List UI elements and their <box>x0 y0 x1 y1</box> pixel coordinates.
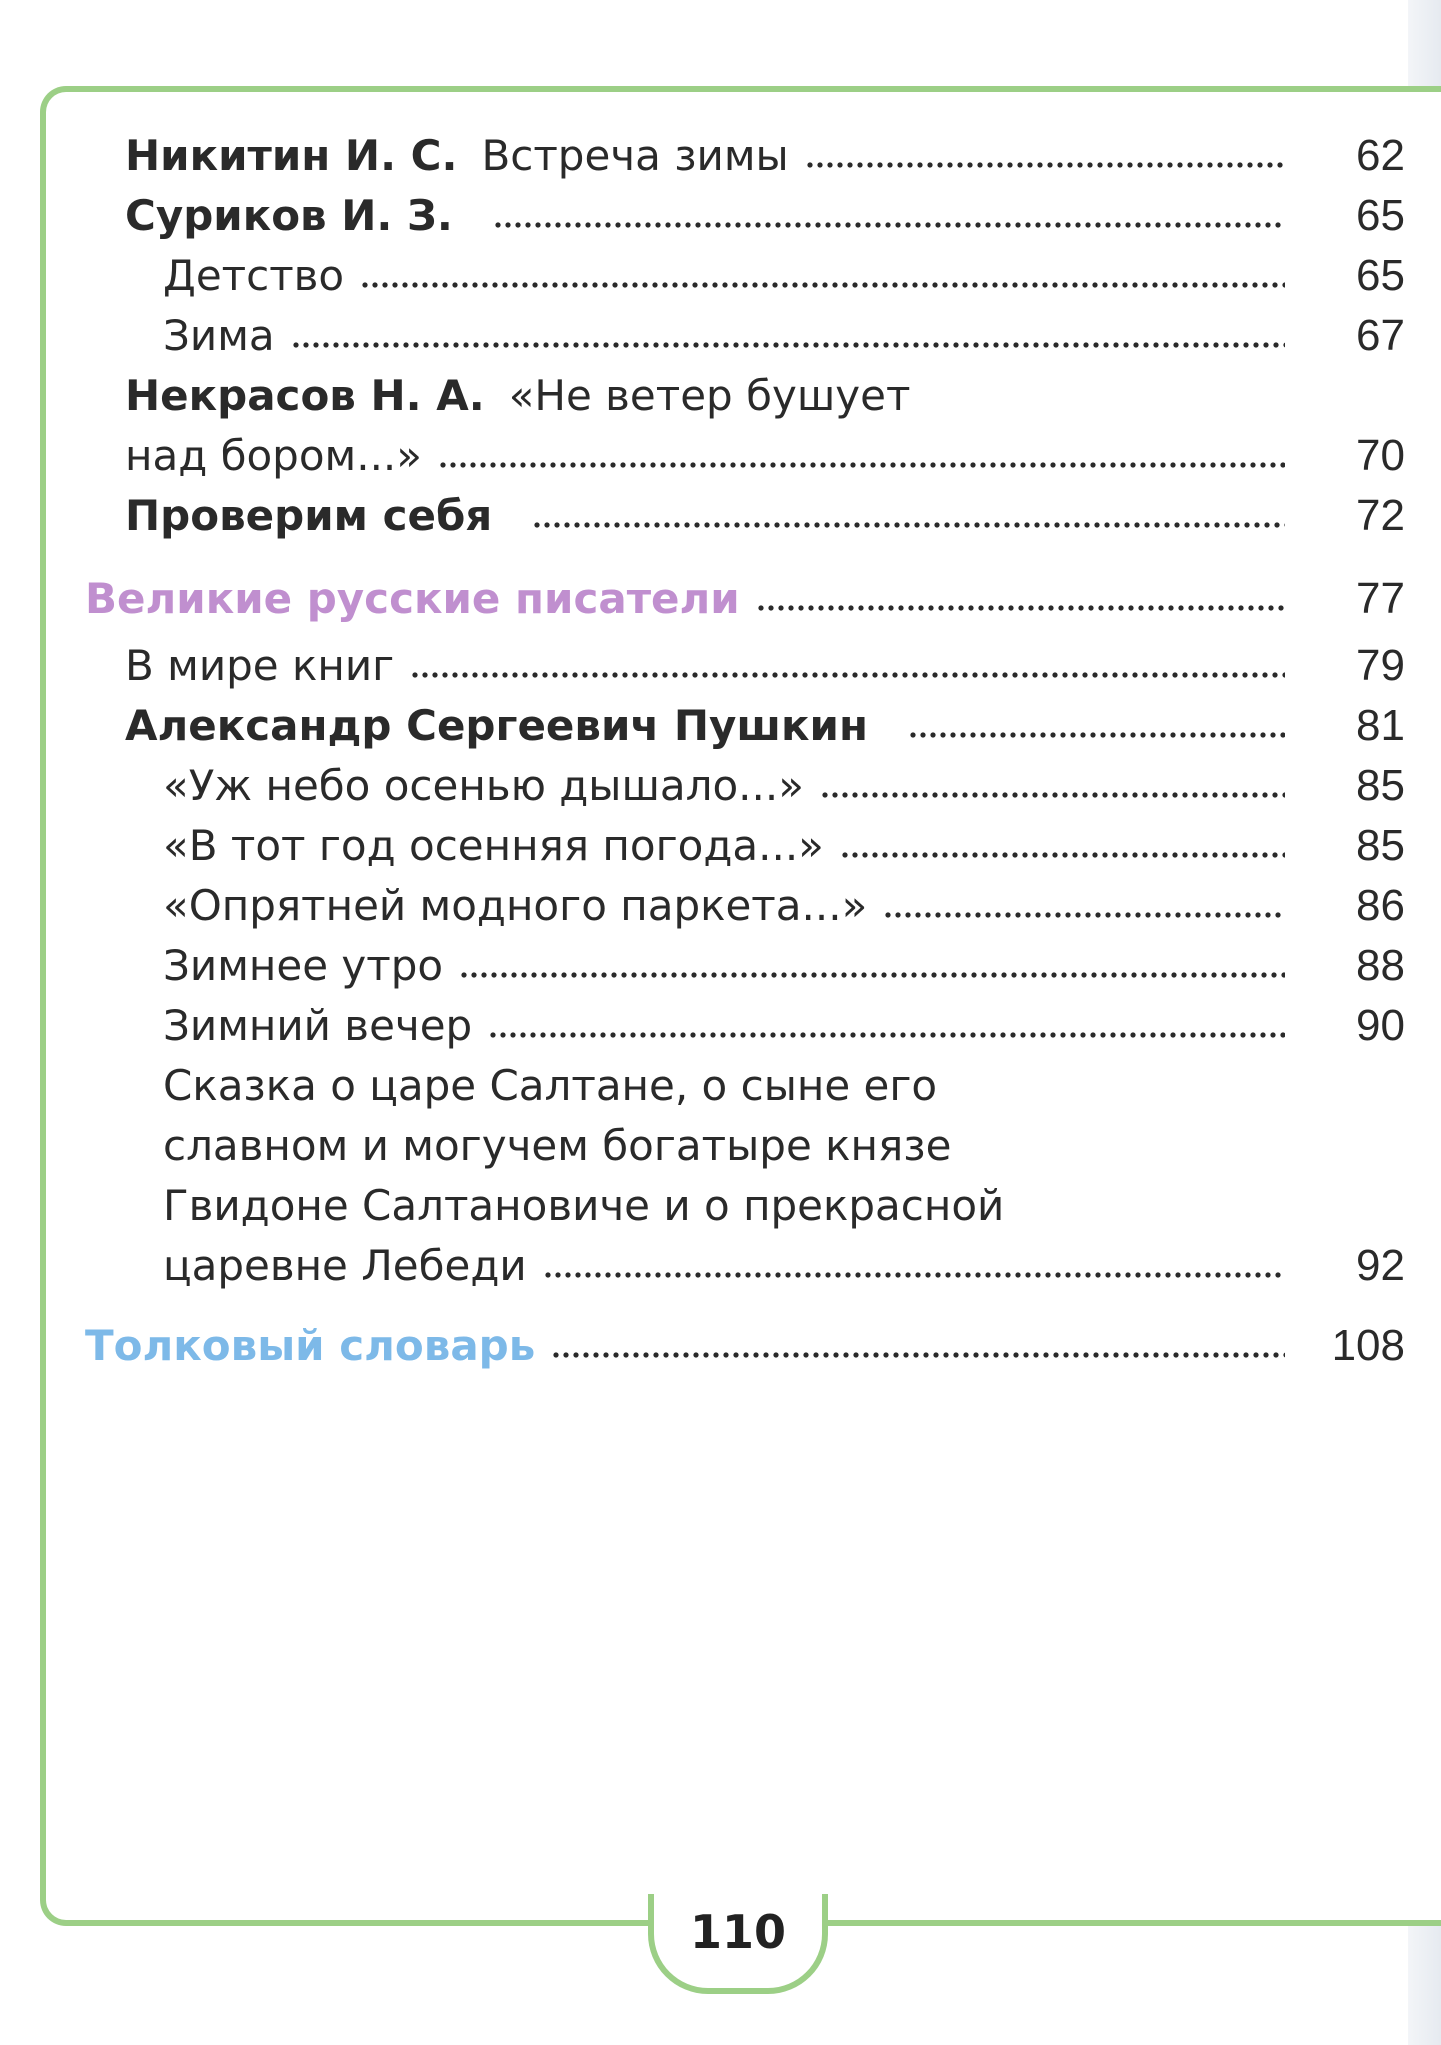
toc-entry[interactable] <box>163 941 1405 991</box>
toc-entry[interactable] <box>125 701 1405 751</box>
dot-leader <box>840 851 1285 859</box>
toc-title: Сказка о царе Салтане, о сыне его <box>163 1061 938 1110</box>
dot-leader <box>820 791 1285 799</box>
toc-entry[interactable] <box>125 371 1405 421</box>
toc-entry[interactable] <box>163 251 1405 301</box>
toc-entry[interactable] <box>163 821 1405 871</box>
dot-leader <box>488 1031 1285 1039</box>
toc-section[interactable] <box>85 1321 1405 1371</box>
toc-title: Зимний вечер <box>163 1001 473 1050</box>
toc-page: 65 <box>1356 191 1405 240</box>
toc-title-bold: Проверим себя <box>125 491 493 540</box>
dot-leader <box>410 671 1285 679</box>
toc-entry[interactable] <box>125 491 1405 541</box>
dot-leader <box>493 221 1285 229</box>
toc-title: «Опрятней модного паркета...» <box>163 881 868 930</box>
toc-title: Зимнее утро <box>163 941 444 990</box>
toc-entry-continuation[interactable] <box>163 1121 1405 1171</box>
toc-page: 67 <box>1356 311 1405 360</box>
toc-title: Детство <box>163 251 345 300</box>
toc-section[interactable] <box>85 574 1405 624</box>
toc-page: 85 <box>1356 821 1405 870</box>
toc-page: 79 <box>1356 641 1405 690</box>
toc-page: 81 <box>1356 701 1405 750</box>
toc-author: Никитин И. С. <box>125 131 458 180</box>
dot-leader <box>360 281 1285 289</box>
page-number: 110 <box>689 1905 787 1959</box>
toc-page: 72 <box>1356 491 1405 540</box>
toc-title: «Уж небо осенью дышало...» <box>163 761 804 810</box>
toc-page: 108 <box>1331 1321 1405 1370</box>
toc-entry-continuation[interactable] <box>125 431 1405 481</box>
toc-entry[interactable] <box>163 1001 1405 1051</box>
toc-title: Встреча зимы <box>481 131 789 180</box>
toc-title: царевне Лебеди <box>163 1241 527 1290</box>
toc-entry[interactable] <box>125 641 1405 691</box>
toc-title: славном и могучем богатыре князе <box>163 1121 952 1170</box>
toc-author: Суриков И. З. <box>125 191 453 240</box>
dot-leader <box>551 1351 1285 1359</box>
toc-entry[interactable] <box>163 761 1405 811</box>
toc-page: 77 <box>1356 574 1405 623</box>
toc-page: 90 <box>1356 1001 1405 1050</box>
dot-leader <box>756 604 1285 612</box>
dot-leader <box>883 911 1285 919</box>
dot-leader <box>543 1271 1285 1279</box>
toc-entry[interactable] <box>163 311 1405 361</box>
section-title: Великие русские писатели <box>85 574 740 623</box>
toc-entry-continuation[interactable] <box>163 1241 1405 1291</box>
toc-title: Зима <box>163 311 275 360</box>
section-title: Толковый словарь <box>85 1321 536 1370</box>
dot-leader <box>291 341 1285 349</box>
toc-title: В мире книг <box>125 641 395 690</box>
dot-leader <box>459 971 1285 979</box>
toc-entry[interactable] <box>163 1061 1405 1111</box>
toc-page: 86 <box>1356 881 1405 930</box>
toc-page: 88 <box>1356 941 1405 990</box>
toc-page: 70 <box>1356 431 1405 480</box>
page-number-badge <box>648 1894 828 1994</box>
toc-page: 62 <box>1356 131 1405 180</box>
toc-title: «Не ветер бушует <box>508 371 911 420</box>
dot-leader <box>908 731 1285 739</box>
toc-title: над бором...» <box>125 431 422 480</box>
toc-page: 65 <box>1356 251 1405 300</box>
dot-leader <box>805 161 1285 169</box>
toc-title: «В тот год осенняя погода...» <box>163 821 824 870</box>
toc-entry[interactable] <box>163 881 1405 931</box>
toc-entry[interactable] <box>125 131 1405 181</box>
dot-leader <box>438 461 1285 469</box>
toc-page: 92 <box>1356 1241 1405 1290</box>
toc-author: Александр Сергеевич Пушкин <box>125 701 868 750</box>
toc-title: Гвидоне Салтановиче и о прекрасной <box>163 1181 1005 1230</box>
toc-author: Некрасов Н. А. <box>125 371 485 420</box>
toc-page: 85 <box>1356 761 1405 810</box>
toc-entry[interactable] <box>125 191 1405 241</box>
dot-leader <box>532 521 1285 529</box>
toc-entry-continuation[interactable] <box>163 1181 1405 1231</box>
